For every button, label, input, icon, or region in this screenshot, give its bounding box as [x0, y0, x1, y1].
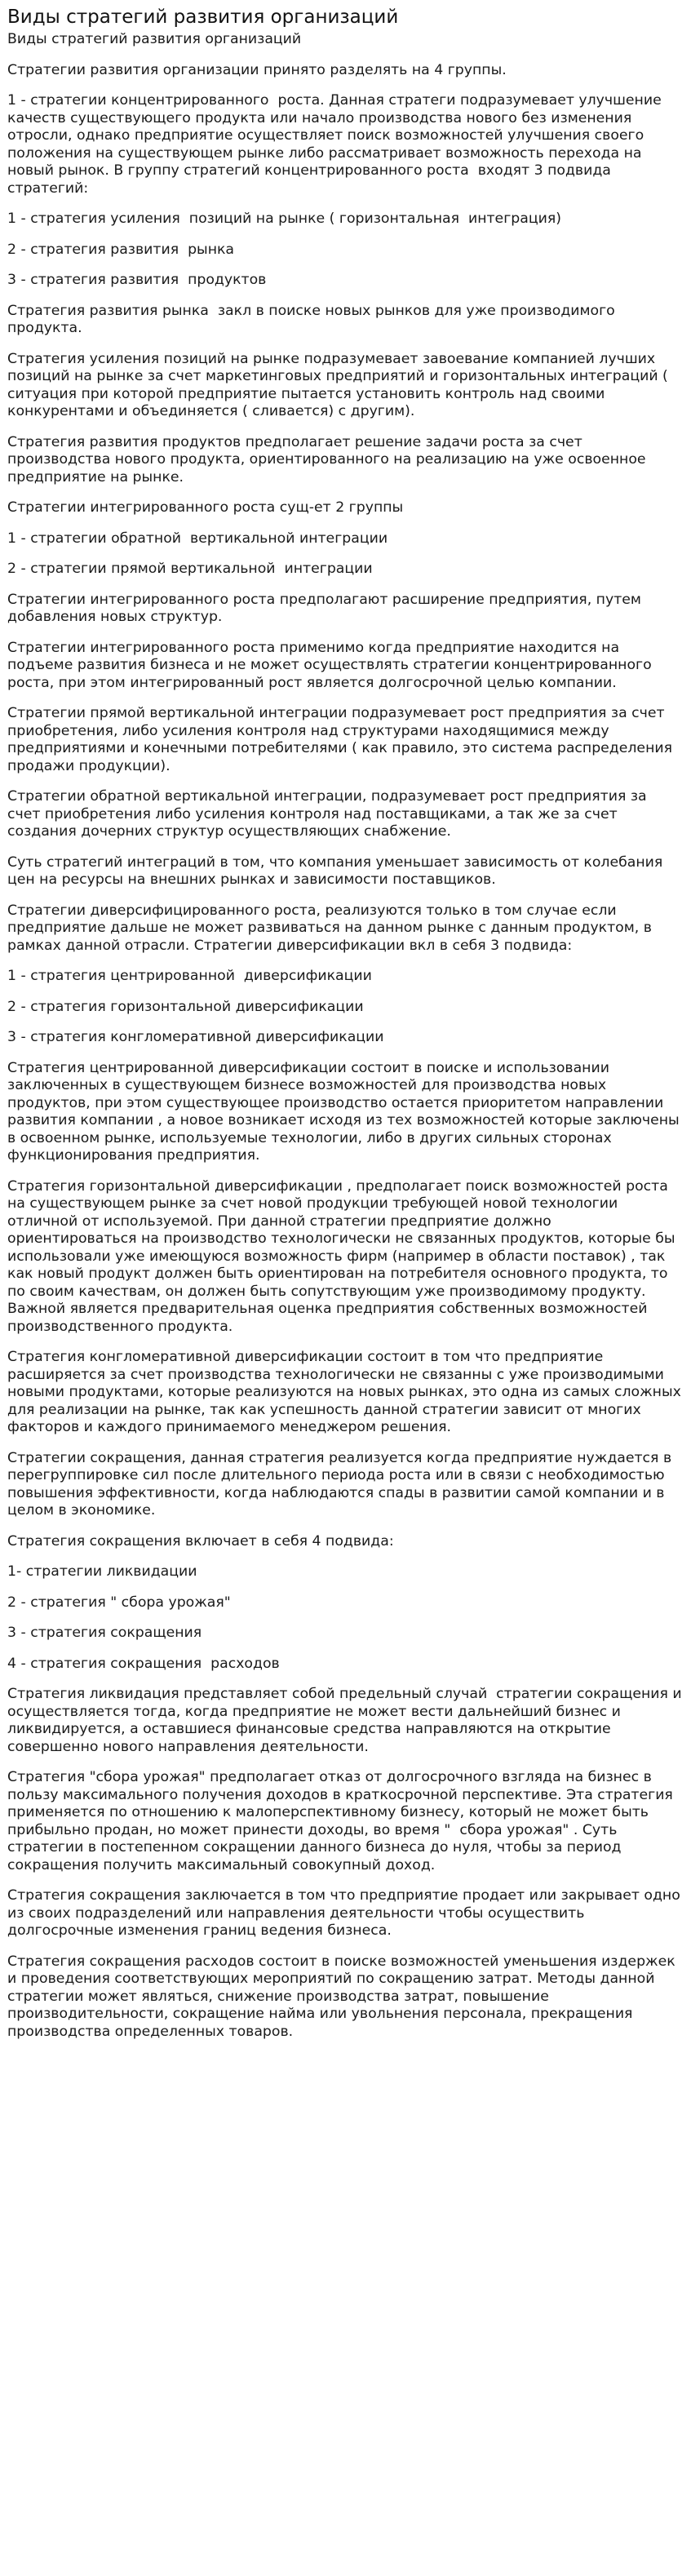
paragraph: Виды стратегий развития организаций [7, 31, 302, 47]
paragraph: Стратегия ликвидация представляет собой предельный случай стратегии сокращения и осуществляется тогда, когда предприятие не может вести дальнейший бизнес и ликвидируется, а оставшиеся финансовые средства направляются на открытие совершенно нового направления деятельности. [7, 1686, 687, 1755]
paragraph: Стратегия развития продуктов предполагает решение задачи роста за счет производства нового продукта, ориентированного на реализацию на уже освоенное предприятие на рынке. [7, 433, 651, 485]
list-item: 1 - стратегии обратной вертикальной интеграции [7, 530, 388, 547]
paragraph: Стратегии развития организации принято разделять на 4 группы. [7, 61, 507, 78]
paragraph: Стратегия "сбора урожая" предполагает отказ от долгосрочного взгляда на бизнес в пользу максимального получения доходов в краткосрочной перспективе. Эта стратегия применяется по отношению к малоперспективному бизнесу, который не может быть прибыльно продан, но может принести доходы, во время " сбора урожая" . Суть стратегии в постепенном сокращении данного бизнеса до нуля, чтобы за период сокращения получить максимальный совокупный доход. [7, 1769, 678, 1873]
paragraph: Стратегии сокращения, данная стратегия реализуется когда предприятие нуждается в перегруппировке сил после длительного периода роста или в связи с необходимостью повышения эффективности, когда наблюдаются спады в развитии самой компании и в целом в экономике. [7, 1449, 676, 1519]
list-item: 2 - стратегия " сбора урожая" [7, 1594, 231, 1611]
list-item: 3 - стратегия конгломеративной диверсификации [7, 1029, 384, 1045]
paragraph: Стратегии диверсифицированного роста, реализуются только в том случае если предприятие дальше не может развиваться на данном рынке с данным продуктом, в рамках данной отрасли. Стратегии диверсификации вкл в себя 3 подвида: [7, 902, 657, 954]
paragraph: Стратегии интегрированного роста сущ-ет 2 группы [7, 499, 404, 516]
page-title: Виды стратегий развития организаций [7, 7, 399, 28]
paragraph: Стратегия сокращения расходов состоит в поиске возможностей уменьшения издержек и проведения соответствующих мероприятий по сокращению затрат. Методы данной стратегии может являться, снижение производства затрат, повышение производительности, сокращение найма или увольнения персонала, прекращения производства определенных товаров. [7, 1953, 680, 2040]
paragraph: Стратегия конгломеративной диверсификации состоит в том что предприятие расширяется за счет производства технологически не связанны с уже производимыми новыми продуктами, которые реализуются на новых рынках, это одна из самых сложных для реализации на рынке, так как успешность данной стратегии зависит от многих факторов и каждого принимаемого менеджером решения. [7, 1349, 686, 1435]
paragraph: 1 - стратегии концентрированного роста. Данная стратеги подразумевает улучшение качеств существующего продукта или начало производства нового без изменения отросли, однако предприятие осуществляет поиск возможностей улучшения своего положения на существующем рынке либо рассматривает возможность перехода на новый рынок. В группу стратегий концентрированного роста входят 3 подвида стратегий: [7, 92, 667, 197]
paragraph: Стратегия центрированной диверсификации состоит в поиске и использовании заключенных в существующем бизнесе возможностей для производства новых продуктов, при этом существующее производство остается приоритетом направлении развития компании , а новое возникает исходя из тех возможностей которые заключены в освоенном рынке, используемые технологии, либо в других сильных сторонах функционирования предприятия. [7, 1059, 684, 1164]
list-item: 4 - стратегия сокращения расходов [7, 1655, 280, 1672]
paragraph: Стратегии интегрированного роста предполагают расширение предприятия, путем добавления новых структур. [7, 591, 646, 625]
list-item: 3 - стратегия развития продуктов [7, 272, 267, 288]
paragraph: Стратегии обратной вертикальной интеграции, подразумевает рост предприятия за счет приобретения либо усиления контроля над поставщиками, а так же за счет создания дочерних структур осуществляющих снабжение. [7, 788, 652, 840]
paragraph: Стратегия усиления позиций на рынке подразумевает завоевание компанией лучших позиций на рынке за счет маркетинговых предприятий и горизонтальных интеграций ( ситуация при которой предприятие пытается установить контроль над своими конкурентами и объединяется ( сливается) с другим). [7, 350, 673, 419]
paragraph: Стратегии прямой вертикальной интеграции подразумевает рост предприятия за счет приобретения, либо усиления контроля над структурами находящимися между предприятиями и конечными потребителями ( как правило, это система распределения продажи продукции). [7, 705, 677, 774]
list-item: 2 - стратегия горизонтальной диверсификации [7, 998, 364, 1015]
list-item: 2 - стратегия развития рынка [7, 241, 235, 258]
list-item: 1 - стратегия усиления позиций на рынке ( горизонтальная интеграция) [7, 211, 561, 227]
list-item: 3 - стратегия сокращения [7, 1625, 202, 1641]
document-body [7, 31, 687, 2041]
list-item: 1- стратегии ликвидации [7, 1563, 197, 1580]
paragraph: Стратегия сокращения включает в себя 4 подвида: [7, 1532, 394, 1550]
paragraph: Стратегия развития рынка закл в поиске новых рынков для уже производимого продукта. [7, 302, 620, 336]
paragraph: Суть стратегий интеграций в том, что компания уменьшает зависимость от колебания цен на ресурсы на внешних рынках и зависимости поставщиков. [7, 853, 667, 888]
list-item: 1 - стратегия центрированной диверсификации [7, 968, 372, 984]
paragraph: Стратегия горизонтальной диверсификации , предполагает поиск возможностей роста на существующем рынке за счет новой продукции требующей новой технологии отличной от используемой. При данной стратегии предприятие должно ориентироваться на производство технологически не связанных продуктов, которые бы использовали уже имеющуюся возможность фирм (например в области поставок) , так как новый продукт должен быть ориентирован на потребителя основного продукта, то по своим качествам, он должен быть сопутствующим уже производимому продукту. Важной является предварительная оценка предприятия собственных возможностей производственного продукта. [7, 1177, 680, 1335]
list-item: 2 - стратегии прямой вертикальной интеграции [7, 561, 373, 577]
paragraph: Стратегии интегрированного роста применимо когда предприятие находится на подъеме развития бизнеса и не может осуществлять стратегии концентрированного роста, при этом интегрированный рост является долгосрочной целью компании. [7, 639, 657, 691]
paragraph: Стратегия сокращения заключается в том что предприятие продает или закрывает одно из своих подразделений или направления деятельности чтобы осуществить долгосрочные изменения границ ведения бизнеса. [7, 1887, 685, 1939]
